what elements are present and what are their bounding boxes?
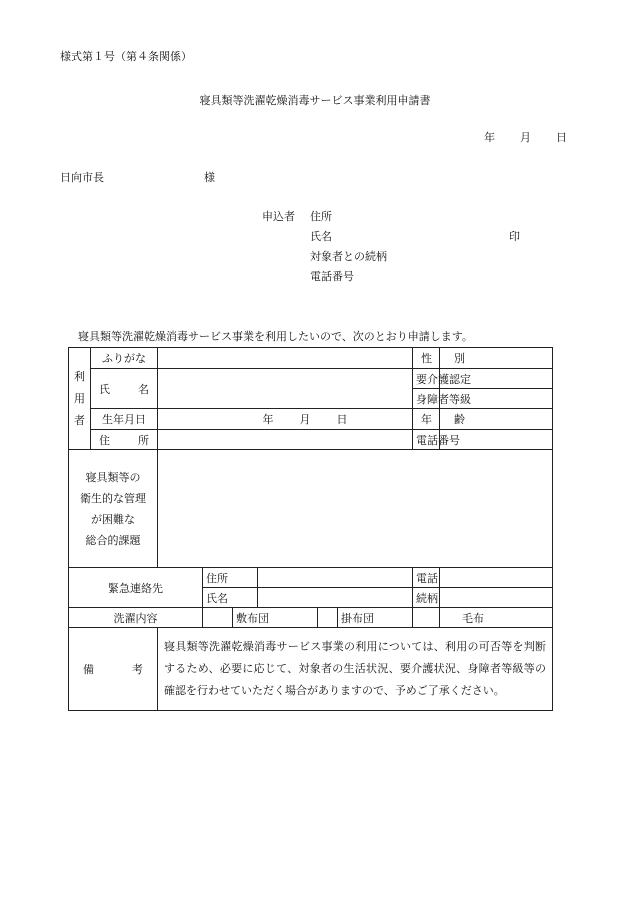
applicant-address-label: 住所 xyxy=(310,210,332,223)
remarks-label: 備 考 xyxy=(69,628,158,711)
ec-phone-input[interactable] xyxy=(440,568,553,588)
ec-name-label: 氏名 xyxy=(203,588,258,608)
date-month-label: 月 xyxy=(520,131,531,144)
document-title: 寝具類等洗濯乾燥消毒サービス事業利用申請書 xyxy=(199,94,431,107)
addressee-suffix: 様 xyxy=(204,171,215,184)
remarks-text: 寝具類等洗濯乾燥消毒サービス事業の利用については、利用の可否等を判断するため、必要に応じて、対象者の生活状況、要介護状況、身障者等級等の確認を行わせていただく場合がありますので、予めご了承ください。 xyxy=(158,628,553,711)
ec-relationship-input[interactable] xyxy=(440,588,553,608)
blanket-checkbox[interactable] xyxy=(413,608,440,628)
applicant-name-label: 氏名 xyxy=(310,230,332,243)
age-label: 年 齢 xyxy=(413,409,440,430)
gender-label: 性 別 xyxy=(413,348,440,369)
wash-content-label: 洗濯内容 xyxy=(69,608,203,628)
seal-mark: 印 xyxy=(509,230,520,243)
ec-name-input[interactable] xyxy=(258,588,413,608)
date-year-label: 年 xyxy=(484,131,495,144)
issue-input[interactable] xyxy=(158,450,553,568)
care-level-label: 要介護認定 xyxy=(413,369,440,389)
comforter-checkbox[interactable] xyxy=(318,608,338,628)
ec-address-input[interactable] xyxy=(258,568,413,588)
applicant-relationship-label: 対象者との続柄 xyxy=(310,250,387,263)
intro-text: 寝具類等洗濯乾燥消毒サービス事業を利用したいので、次のとおり申請します。 xyxy=(78,330,473,343)
name-label: 氏 名 xyxy=(91,369,158,409)
address-label: 住 所 xyxy=(91,430,158,450)
user-section-label: 利 用 者 xyxy=(69,348,91,450)
mattress-label: 敷布団 xyxy=(233,608,318,628)
address-input[interactable] xyxy=(158,430,413,450)
mattress-checkbox[interactable] xyxy=(203,608,233,628)
name-input[interactable] xyxy=(158,369,413,409)
birthdate-label: 生年月日 xyxy=(91,409,158,430)
disability-level-label: 身障者等級 xyxy=(413,389,440,409)
addressee: 日向市長 xyxy=(60,171,104,184)
blanket-label: 毛布 xyxy=(440,608,553,628)
birth-year-label: 年 xyxy=(262,413,274,426)
applicant-label: 申込者 xyxy=(262,210,295,223)
birth-month-label: 月 xyxy=(299,413,311,426)
furigana-label: ふりがな xyxy=(91,348,158,369)
comforter-label: 掛布団 xyxy=(338,608,413,628)
furigana-input[interactable] xyxy=(158,348,413,369)
ec-address-label: 住所 xyxy=(203,568,258,588)
application-table xyxy=(68,347,553,711)
phone-label: 電話番号 xyxy=(413,430,440,450)
applicant-phone-label: 電話番号 xyxy=(310,270,354,283)
birth-day-label: 日 xyxy=(336,413,348,426)
birthdate-input[interactable] xyxy=(158,409,413,430)
emergency-contact-label: 緊急連絡先 xyxy=(69,568,203,608)
ec-relationship-label: 続柄 xyxy=(413,588,440,608)
ec-phone-label: 電話 xyxy=(413,568,440,588)
issue-label: 寝具類等の 衛生的な管理 が困難な 総合的課題 xyxy=(69,450,158,568)
date-day-label: 日 xyxy=(556,131,567,144)
form-number: 様式第１号（第４条関係） xyxy=(60,50,192,63)
